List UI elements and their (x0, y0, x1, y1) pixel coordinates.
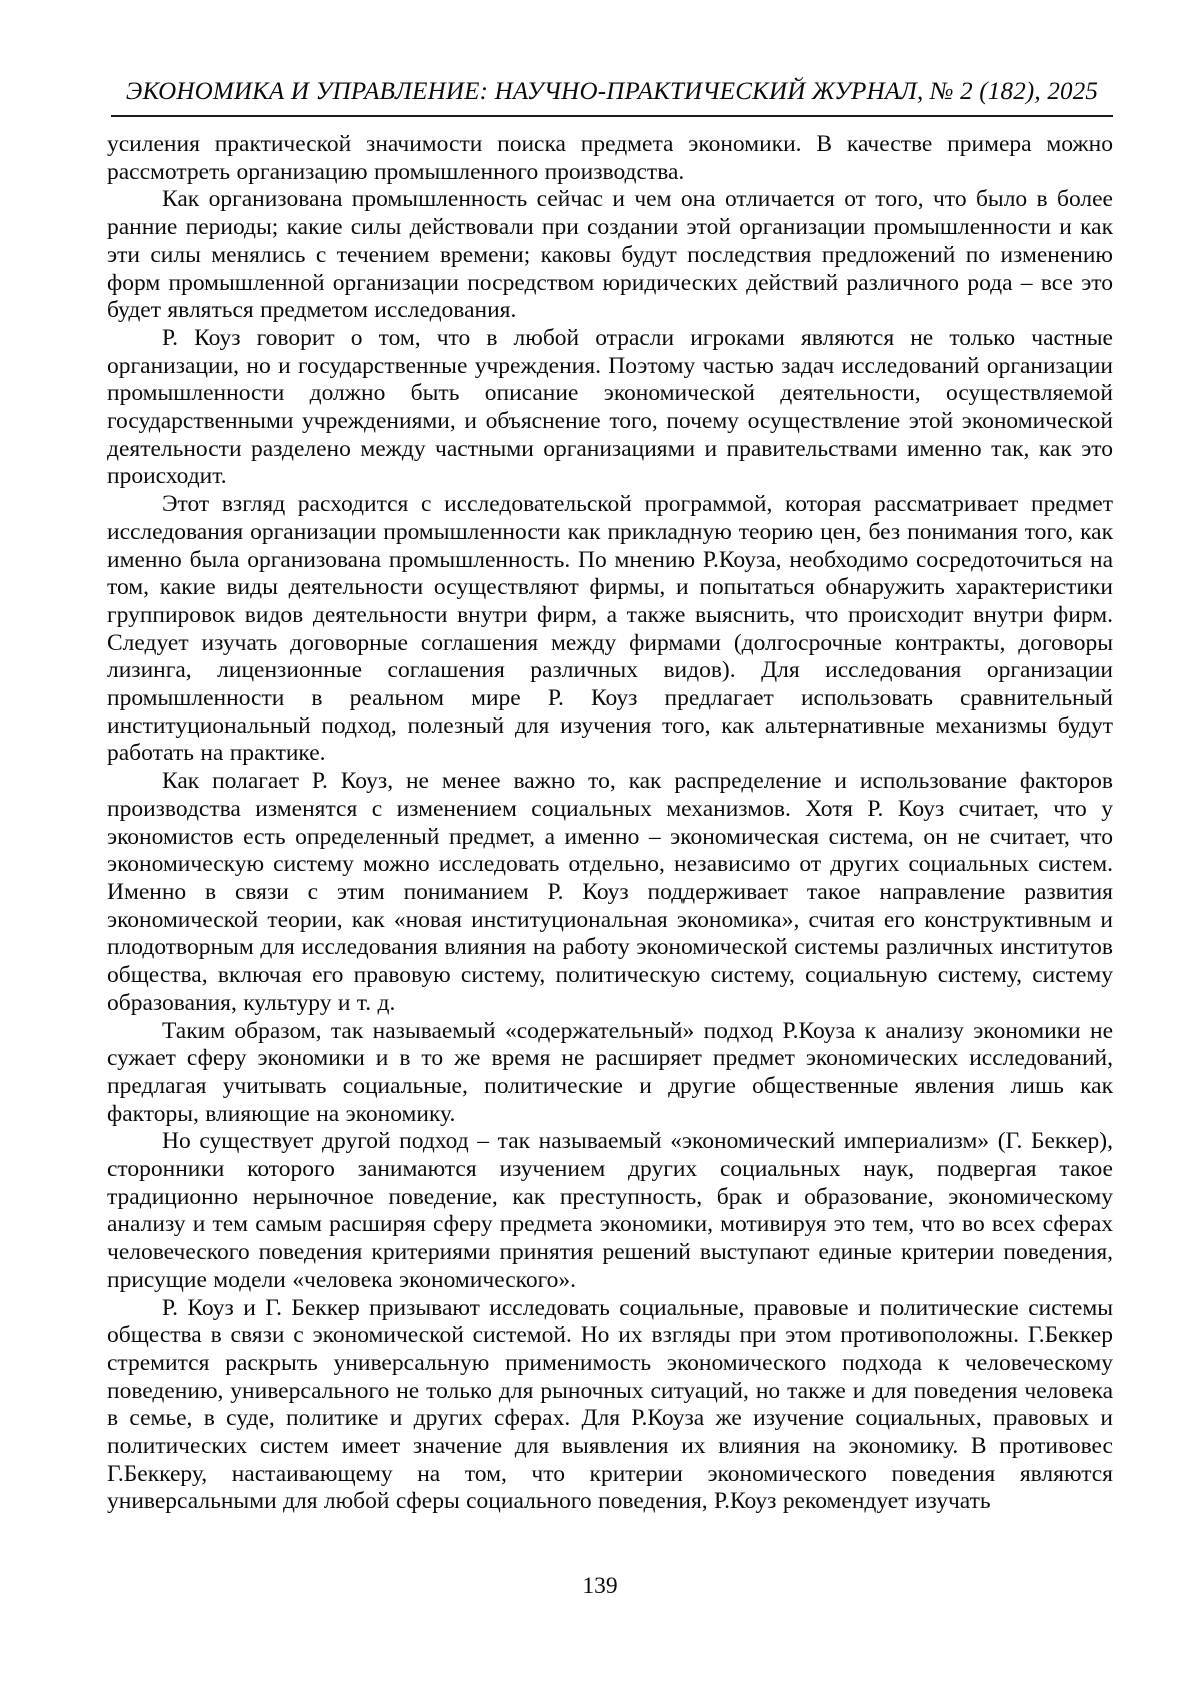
paragraph: Таким образом, так называемый «содержательный» подход Р.Коуза к анализу экономики не сужает сферу экономики и в то же время не расширяет предмет экономических исследований, предлагая учитывать социальные, политические и другие общественные явления лишь как факторы, влияющие на экономику. (107, 1017, 1113, 1127)
paragraph: Р. Коуз и Г. Беккер призывают исследовать социальные, правовые и политические системы общества в связи с экономической системой. Но их взгляды при этом противоположны. Г.Беккер стремится раскрыть универсальную применимость экономического подхода к человеческому поведению, универсального не только для рыночных ситуаций, но также и для поведения человека в семье, в суде, политике и других сферах. Для Р.Коуза же изучение социальных, правовых и политических систем имеет значение для выявления их влияния на экономику. В противовес Г.Беккеру, настаивающему на том, что критерии экономического поведения являются универсальными для любой сферы социального поведения, Р.Коуз рекомендует изучать (107, 1294, 1113, 1515)
paragraph: Р. Коуз говорит о том, что в любой отрасли игроками являются не только частные организации, но и государственные учреждения. Поэтому частью задач исследований организации промышленности должно быть описание экономической деятельности, осуществляемой государственными учреждениями, и объяснение того, почему осуществление этой экономической деятельности разделено между частными организациями и правительствами именно так, как это происходит. (107, 324, 1113, 490)
journal-header (111, 78, 1113, 117)
paragraph: усиления практической значимости поиска предмета экономики. В качестве примера можно рассмотреть организацию промышленного производства. (107, 131, 1113, 185)
paragraph: Как полагает Р. Коуз, не менее важно то, как распределение и использование факторов производства изменятся с изменением социальных механизмов. Хотя Р. Коуз считает, что у экономистов есть определенный предмет, а именно – экономическая система, он не считает, что экономическую систему можно исследовать отдельно, независимо от других социальных систем. Именно в связи с этим пониманием Р. Коуз поддерживает такое направление развития экономической теории, как «новая институциональная экономика», считая его конструктивным и плодотворным для исследования влияния на работу экономической системы различных институтов общества, включая его правовую систему, политическую систему, социальную систему, систему образования, культуру и т. д. (107, 768, 1113, 1016)
journal-title: ЭКОНОМИКА И УПРАВЛЕНИЕ: НАУЧНО-ПРАКТИЧЕСКИЙ ЖУРНАЛ, № 2 (182), 2025 (125, 78, 1099, 105)
paragraph: Но существует другой подход – так называемый «экономический империализм» (Г. Беккер), сторонники которого занимаются изучением других социальных наук, подвергая такое традиционно нерыночное поведение, как преступность, брак и образование, экономическому анализу и тем самым расширяя сферу предмета экономики, мотивируя это тем, что во всех сферах человеческого поведения критериями принятия решений выступают единые критерии поведения, присущие модели «человека экономического». (107, 1128, 1113, 1293)
page-number: 139 (582, 1573, 618, 1599)
paragraph: Этот взгляд расходится с исследовательской программой, которая рассматривает предмет исследования организации промышленности как прикладную теорию цен, без понимания того, как именно была организована промышленность. По мнению Р.Коуза, необходимо сосредоточиться на том, какие виды деятельности осуществляют фирмы, и попытаться обнаружить характеристики группировок видов деятельности внутри фирм, а также выяснить, что происходит внутри фирм. Следует изучать договорные соглашения между фирмами (долгосрочные контракты, договоры лизинга, лицензионные соглашения различных видов). Для исследования организации промышленности в реальном мире Р. Коуз предлагает использовать сравнительный институциональный подход, полезный для изучения того, как альтернативные механизмы будут работать на практике. (107, 491, 1113, 767)
paragraph: Как организована промышленность сейчас и чем она отличается от того, что было в более ранние периоды; какие силы действовали при создании этой организации промышленности и как эти силы менялись с течением времени; каковы будут последствия предложений по изменению форм промышленной организации посредством юридических действий различного рода – все это будет являться предметом исследования. (107, 186, 1113, 324)
article-body (107, 131, 1113, 1516)
